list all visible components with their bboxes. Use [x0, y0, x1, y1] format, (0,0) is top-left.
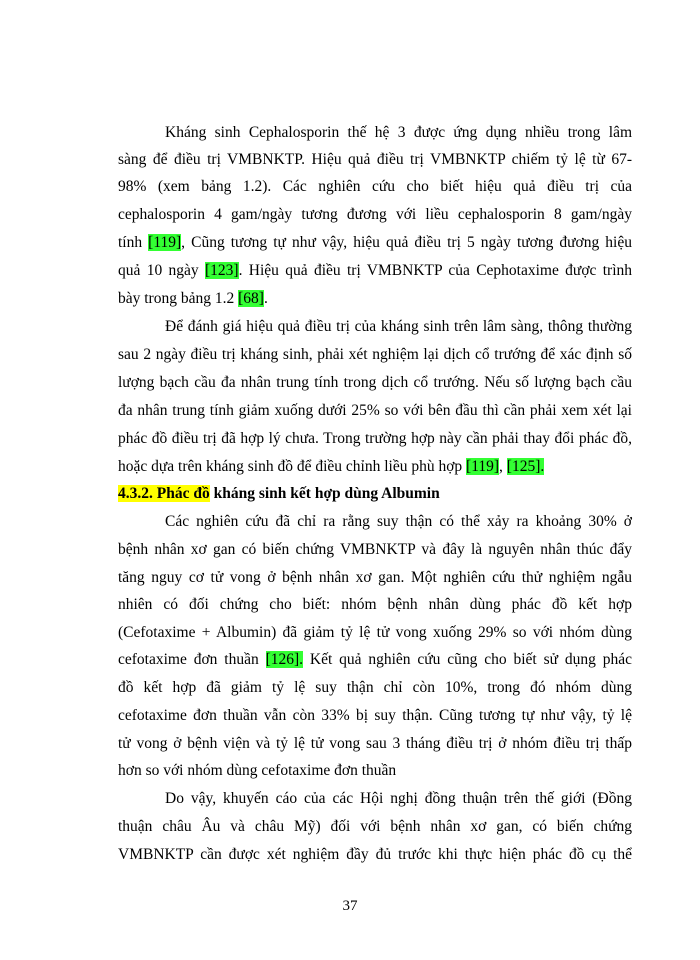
citation-highlight: [119] [148, 234, 182, 251]
text-span: . [263, 290, 268, 307]
para1-line4: cephalosporin 4 gam/ngày tương đương với liều cephalosporin 8 gam/ngày [118, 206, 632, 223]
citation-highlight: [68] [238, 290, 264, 307]
para4-line2: thuận châu Âu và châu Mỹ) đối với bệnh nhân xơ gan, có biến chứng [118, 818, 632, 835]
para1-line2: sàng để điều trị VMBNKTP. Hiệu quả điều trị VMBNKTP chiếm tỷ lệ từ 67- [118, 151, 632, 168]
citation-highlight: [125]. [506, 458, 545, 475]
text-span: Kết quả nghiên cứu cũng cho biết sử dụng phác [303, 651, 633, 668]
para3-line10: hơn so với nhóm dùng cefotaxime đơn thuần [118, 762, 397, 779]
para1-line1: Kháng sinh Cephalosporin thế hệ 3 được ứng dụng nhiều trong lâm [165, 124, 632, 141]
para2-line2: sau 2 ngày điều trị kháng sinh, phải xét nghiệm lại dịch cổ trướng để xác định số [118, 346, 632, 363]
para1-line7 [118, 287, 632, 311]
citation-highlight: [123] [205, 262, 239, 279]
para2-line1: Để đánh giá hiệu quả điều trị của kháng sinh trên lâm sàng, thông thường [165, 318, 632, 335]
text-span: bày trong bảng 1.2 [118, 290, 239, 307]
para3-line1: Các nghiên cứu đã chỉ ra rằng suy thận có thể xảy ra khoảng 30% ở [165, 513, 632, 530]
para3-line4: nhiên có đối chứng cho biết: nhóm bệnh nhân dùng phác đồ kết hợp [118, 596, 632, 613]
heading-number-highlight: 4.3.2. Phác đồ [118, 485, 210, 502]
text-span: , Cũng tương tự như vậy, hiệu quả điều trị 5 ngày tương đương hiệu [181, 234, 632, 251]
para1-line5 [118, 231, 632, 255]
text-span: tính [118, 234, 149, 251]
para3-line8: cefotaxime đơn thuần vẫn còn 33% bị suy thận. Cũng tương tự như vậy, tỷ lệ [118, 707, 632, 724]
para3-line3: tăng nguy cơ tử vong ở bệnh nhân xơ gan. Một nghiên cứu thử nghiệm ngẫu [118, 569, 632, 586]
text-span: hoặc dựa trên kháng sinh đồ để điều chỉnh liều phù hợp [118, 458, 467, 475]
heading-title: kháng sinh kết hợp dùng Albumin [209, 485, 440, 502]
para2-line6 [118, 455, 632, 479]
text-span: quả 10 ngày [118, 262, 206, 279]
page-number: 37 [342, 898, 358, 914]
citation-highlight: [126]. [265, 651, 304, 668]
text-span: cefotaxime đơn thuần [118, 651, 266, 668]
para4-line3: VMBNKTP cần được xét nghiệm đầy đủ trước khi thực hiện phác đồ cụ thể [118, 846, 632, 863]
para1-line6 [118, 259, 632, 283]
section-heading [118, 482, 632, 506]
para3-line9: tử vong ở bệnh viện và tỷ lệ tử vong sau 3 tháng điều trị ở nhóm điều trị thấp [118, 735, 632, 752]
para3-line2: bệnh nhân xơ gan có biến chứng VMBNKTP và đây là nguyên nhân thúc đẩy [118, 541, 632, 558]
para2-line4: đa nhân trung tính giảm xuống dưới 25% so với bên đầu thì cần phải xem xét lại [118, 402, 632, 419]
para3-line6 [118, 648, 632, 672]
para2-line3: lượng bạch cầu đa nhân trung tính trong dịch cổ trướng. Nếu số lượng bạch cầu [118, 374, 632, 391]
para3-line5: (Cefotaxime + Albumin) đã giảm tỷ lệ tử vong xuống 29% so với nhóm dùng [118, 624, 632, 641]
para4-line1: Do vậy, khuyến cáo của các Hội nghị đồng thuận trên thế giới (Đồng [165, 790, 632, 807]
text-span: , [499, 458, 507, 475]
para1-line3: 98% (xem bảng 1.2). Các nghiên cứu cho biết hiệu quả điều trị của [118, 178, 632, 195]
citation-highlight: [119] [466, 458, 500, 475]
para3-line7: đồ kết hợp đã giảm tỷ lệ suy thận chỉ còn 10%, trong đó nhóm dùng [118, 679, 632, 696]
para2-line5: phác đồ điều trị đã hợp lý chưa. Trong trường hợp này cần phải thay đổi phác đồ, [118, 430, 632, 447]
text-span: . Hiệu quả điều trị VMBNKTP của Cephotaxime được trình [238, 262, 633, 279]
